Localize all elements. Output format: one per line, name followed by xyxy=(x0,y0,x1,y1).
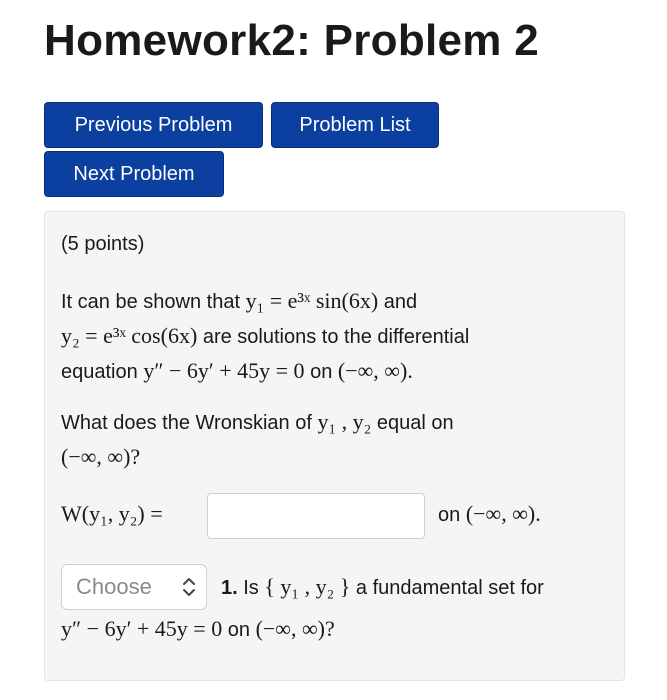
part1-ode: y″ − 6y′ + 45y = 0 xyxy=(61,616,223,641)
answer-suffix-on: on xyxy=(438,504,461,526)
answer-suffix-interval: (−∞, ∞). xyxy=(465,501,541,526)
wronskian-answer-row xyxy=(61,493,611,539)
y1-expression: y₁ = e³ˣ sin(6x) xyxy=(245,288,379,313)
part1-interval: (−∞, ∞)? xyxy=(255,616,335,641)
question-interval: (−∞, ∞)? xyxy=(61,444,141,469)
select-value: Choose xyxy=(76,574,152,599)
statement-are-solutions: are solutions to the differential xyxy=(202,326,470,348)
part1-number: 1. xyxy=(221,577,238,599)
statement-line-1 xyxy=(61,284,606,319)
statement-line-2 xyxy=(61,319,606,354)
ode-expression: y″ − 6y′ + 45y = 0 xyxy=(143,358,305,383)
question-line-2 xyxy=(61,440,606,475)
wronskian-input[interactable] xyxy=(207,493,425,539)
statement-line-3 xyxy=(61,354,606,389)
y2-expression: y₂ = e³ˣ cos(6x) xyxy=(61,323,198,348)
page-title: Homework2: Problem 2 xyxy=(44,16,540,65)
previous-problem-button[interactable]: Previous Problem xyxy=(44,102,263,148)
part1-rest: a fundamental set for xyxy=(355,577,544,599)
statement-and: and xyxy=(383,291,418,313)
problem-list-button[interactable]: Problem List xyxy=(271,102,439,148)
question-pair: y₁ , y₂ xyxy=(317,409,372,434)
statement-intro: It can be shown that xyxy=(61,291,241,313)
part1-is: Is xyxy=(243,577,259,599)
problem-card xyxy=(44,211,625,681)
fundamental-set-select[interactable] xyxy=(61,564,207,610)
interval-expression: (−∞, ∞). xyxy=(337,358,413,383)
part1-set: { y₁ , y₂ } xyxy=(264,574,351,599)
wronskian-question xyxy=(61,405,606,475)
answer-suffix xyxy=(438,501,541,527)
question-text: What does the Wronskian of xyxy=(61,412,312,434)
points-label: (5 points) xyxy=(61,233,145,255)
statement-on: on xyxy=(310,361,333,383)
wronskian-label: W(y₁, y₂) = xyxy=(61,501,163,526)
part1-on: on xyxy=(227,619,251,641)
part1-question-line-1 xyxy=(221,570,544,605)
problem-statement xyxy=(61,284,606,389)
next-problem-button[interactable]: Next Problem xyxy=(44,151,224,197)
question-line-1 xyxy=(61,405,606,440)
part1-question-line-2 xyxy=(61,612,335,647)
statement-equation-word: equation xyxy=(61,361,138,383)
question-equal-on: equal on xyxy=(376,412,454,434)
